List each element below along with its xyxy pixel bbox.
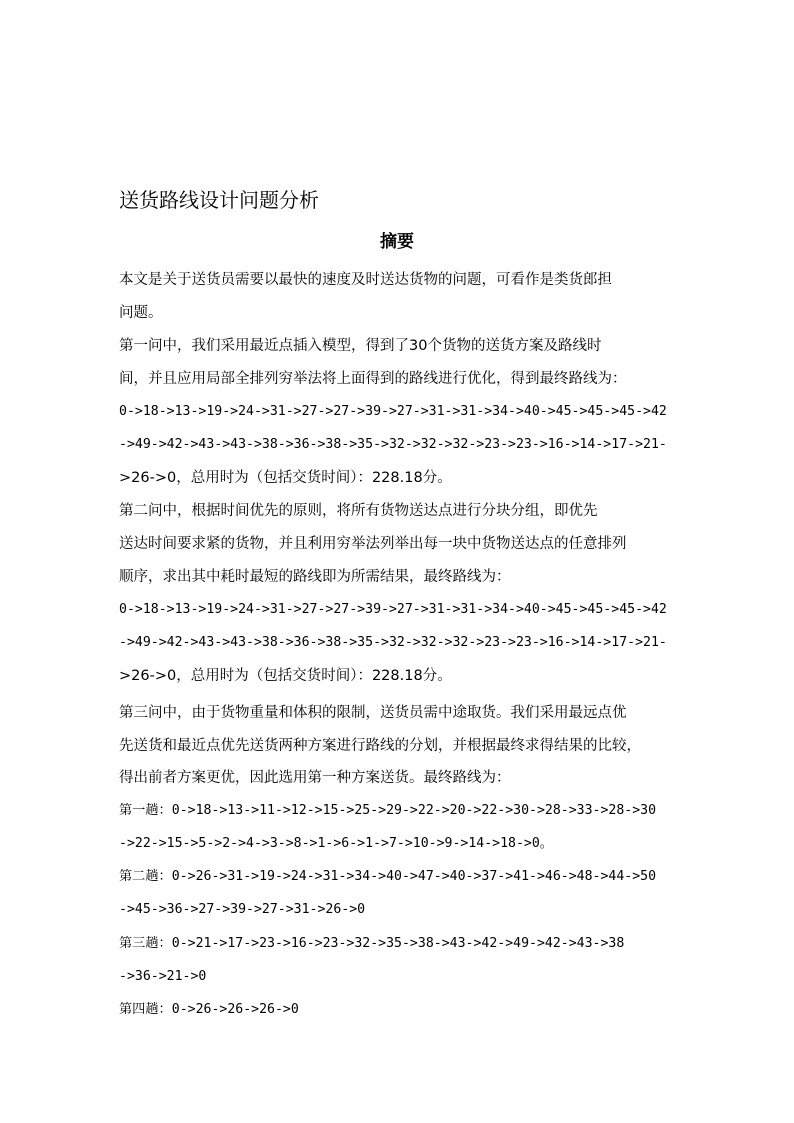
route-line: >26->0，总用时为（包括交货时间）：228.18分。 — [119, 470, 452, 486]
paragraph-line: 间，并且应用局部全排列穷举法将上面得到的路线进行优化，得到最终路线为： — [119, 371, 627, 387]
route-line: ->49->42->43->43->38->36->38->35->32->32->32->23->23->16->14->17->21- — [119, 635, 667, 650]
abstract-heading: 摘要 — [380, 232, 414, 252]
trip-line: 第二趟：0->26->31->19->24->31->34->40->47->40->37->41->46->48->44->50 — [119, 869, 657, 884]
trip-line: ->22->15->5->2->4->3->8->1->6->1->7->10->9->14->18->0。 — [119, 836, 553, 851]
paragraph-line: 送达时间要求紧的货物，并且利用穷举法列举出每一块中货物送达点的任意排列 — [119, 536, 627, 552]
paragraph-line: 得出前者方案更优，因此选用第一种方案送货。最终路线为： — [119, 770, 511, 786]
paragraph-line: 先送货和最近点优先送货两种方案进行路线的分划，并根据最终求得结果的比较， — [119, 738, 641, 754]
document-title: 送货路线设计问题分析 — [119, 188, 319, 212]
paragraph-line: 第二问中，根据时间优先的原则，将所有货物送达点进行分块分组，即优先 — [119, 503, 598, 519]
trip-line: 第三趟：0->21->17->23->16->23->32->35->38->43->42->49->42->43->38 — [119, 936, 625, 951]
route-line: 0->18->13->19->24->31->27->27->39->27->31->31->34->40->45->45->45->42 — [119, 404, 667, 419]
trip-line: ->36->21->0 — [119, 969, 207, 984]
trip-line: ->45->36->27->39->27->31->26->0 — [119, 902, 366, 917]
paragraph-line: 第一问中，我们采用最近点插入模型，得到了30个货物的送货方案及路线时 — [119, 338, 602, 354]
route-line: >26->0，总用时为（包括交货时间）：228.18分。 — [119, 668, 452, 684]
abstract-line: 本文是关于送货员需要以最快的速度及时送达货物的问题，可看作是类货郎担 — [119, 272, 612, 288]
paragraph-line: 第三问中，由于货物重量和体积的限制，送货员需中途取货。我们采用最远点优 — [119, 705, 627, 721]
trip-line: 第四趟：0->26->26->26->0 — [119, 1002, 299, 1017]
trip-line: 第一趟：0->18->13->11->12->15->25->29->22->20->22->30->28->33->28->30 — [119, 803, 657, 818]
paragraph-line: 顺序，求出其中耗时最短的路线即为所需结果，最终路线为： — [119, 569, 511, 585]
abstract-line: 问题。 — [119, 305, 163, 321]
route-line: ->49->42->43->43->38->36->38->35->32->32->32->23->23->16->14->17->21- — [119, 437, 667, 452]
route-line: 0->18->13->19->24->31->27->27->39->27->31->31->34->40->45->45->45->42 — [119, 602, 667, 617]
